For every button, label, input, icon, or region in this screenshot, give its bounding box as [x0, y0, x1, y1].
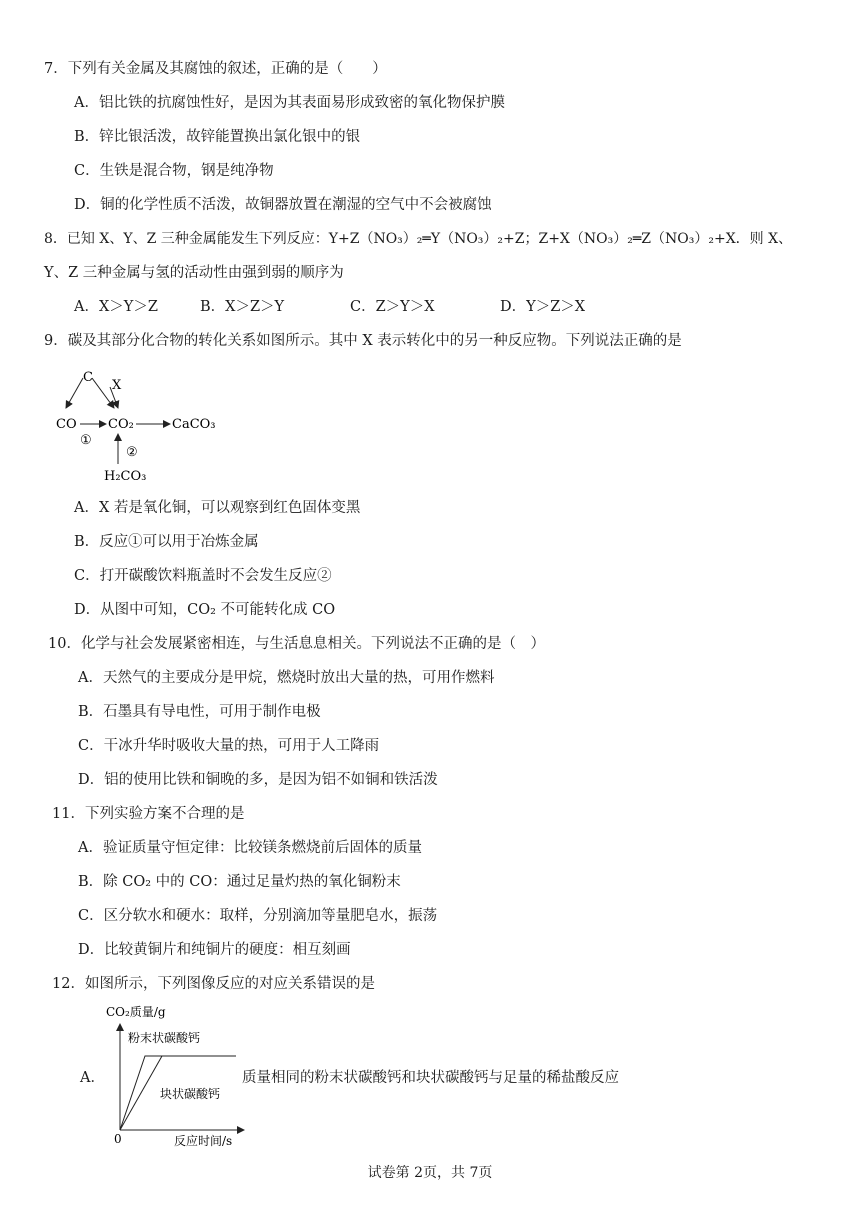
q8-option-d: D．Y＞Z＞X: [500, 299, 586, 315]
q10-stem: 10．化学与社会发展紧密相连，与生活息息相关。下列说法不正确的是（ ）: [48, 636, 545, 652]
q12-option-a-label: A．: [80, 1070, 105, 1086]
q7-option-d: D．铜的化学性质不活泼，故铜器放置在潮湿的空气中不会被腐蚀: [74, 197, 492, 213]
arrow-c-to-co2: [92, 378, 114, 408]
diagram-label-h2co3: H₂CO₃: [104, 469, 147, 484]
q7-stem: 7．下列有关金属及其腐蚀的叙述，正确的是（ ）: [44, 61, 387, 77]
carbon-conversion-diagram: [52, 364, 232, 486]
q12-stem: 12．如图所示，下列图像反应的对应关系错误的是: [52, 976, 375, 992]
q9-option-c: C．打开碳酸饮料瓶盖时不会发生反应②: [74, 568, 332, 584]
q8-option-c: C．Z＞Y＞X: [350, 299, 435, 315]
graph-origin: 0: [114, 1132, 122, 1146]
q8-options-row: [74, 297, 585, 317]
q7-option-b: B．锌比银活泼，故锌能置换出氯化银中的银: [74, 129, 361, 145]
q10-option-a: A．天然气的主要成分是甲烷，燃烧时放出大量的热，可用作燃料: [78, 670, 495, 686]
q8-option-a: A．X＞Y＞Z: [74, 299, 158, 315]
q9-option-a: A．X 若是氧化铜，可以观察到红色固体变黑: [74, 500, 361, 516]
q10-option-b: B．石墨具有导电性，可用于制作电极: [78, 704, 321, 720]
q11-stem: 11．下列实验方案不合理的是: [52, 806, 245, 822]
q9-option-b: B．反应①可以用于冶炼金属: [74, 534, 259, 550]
q12-option-a-text: 质量相同的粉末状碳酸钙和块状碳酸钙与足量的稀盐酸反应: [242, 1070, 619, 1086]
q10-option-c: C．干冰升华时吸收大量的热，可用于人工降雨: [78, 738, 380, 754]
q11-option-d: D．比较黄铜片和纯铜片的硬度：相互刻画: [78, 942, 351, 958]
graph-ylabel: CO₂质量/g: [106, 1005, 166, 1019]
diagram-label-co: CO: [56, 417, 77, 432]
q9-option-d: D．从图中可知，CO₂ 不可能转化成 CO: [74, 602, 336, 618]
q11-option-c: C．区分软水和硬水：取样，分别滴加等量肥皂水，振荡: [78, 908, 438, 924]
q10-option-d: D．铝的使用比铁和铜晚的多，是因为铝不如铜和铁活泼: [78, 772, 438, 788]
diagram-reaction-1: ①: [80, 433, 92, 448]
q8-stem-line2: Y、Z 三种金属与氢的活动性由强到弱的顺序为: [44, 265, 344, 281]
q9-stem: 9．碳及其部分化合物的转化关系如图所示。其中 X 表示转化中的另一种反应物。下列说法正确的是: [44, 333, 682, 349]
series-label-powder: 粉末状碳酸钙: [128, 1031, 201, 1045]
co2-mass-time-graph: [100, 1000, 250, 1150]
diagram-label-x: X: [112, 378, 122, 393]
diagram-label-c: C: [83, 370, 93, 385]
graph-xlabel: 反应时间/s: [174, 1134, 233, 1148]
page-footer: 试卷第 2页，共 7页: [367, 1165, 493, 1181]
q11-option-a: A．验证质量守恒定律：比较镁条燃烧前后固体的质量: [78, 840, 422, 856]
diagram-reaction-2: ②: [126, 445, 138, 460]
arrow-c-to-co: [66, 378, 83, 408]
q7-option-c: C．生铁是混合物，钢是纯净物: [74, 163, 274, 179]
q11-option-b: B．除 CO₂ 中的 CO：通过足量灼热的氧化铜粉末: [78, 874, 401, 890]
q7-option-a: A．铝比铁的抗腐蚀性好，是因为其表面易形成致密的氧化物保护膜: [74, 95, 505, 111]
series-label-lump: 块状碳酸钙: [160, 1087, 221, 1101]
diagram-label-co2: CO₂: [108, 417, 134, 432]
q8-stem-line1: 8．已知 X、Y、Z 三种金属能发生下列反应：Y+Z（NO₃）₂═Y（NO₃）₂+Z；Z+X（NO₃）₂═Z（NO₃）₂+X．则 X、: [44, 231, 793, 247]
diagram-label-caco3: CaCO₃: [172, 417, 216, 432]
q8-option-b: B．X＞Z＞Y: [200, 299, 285, 315]
